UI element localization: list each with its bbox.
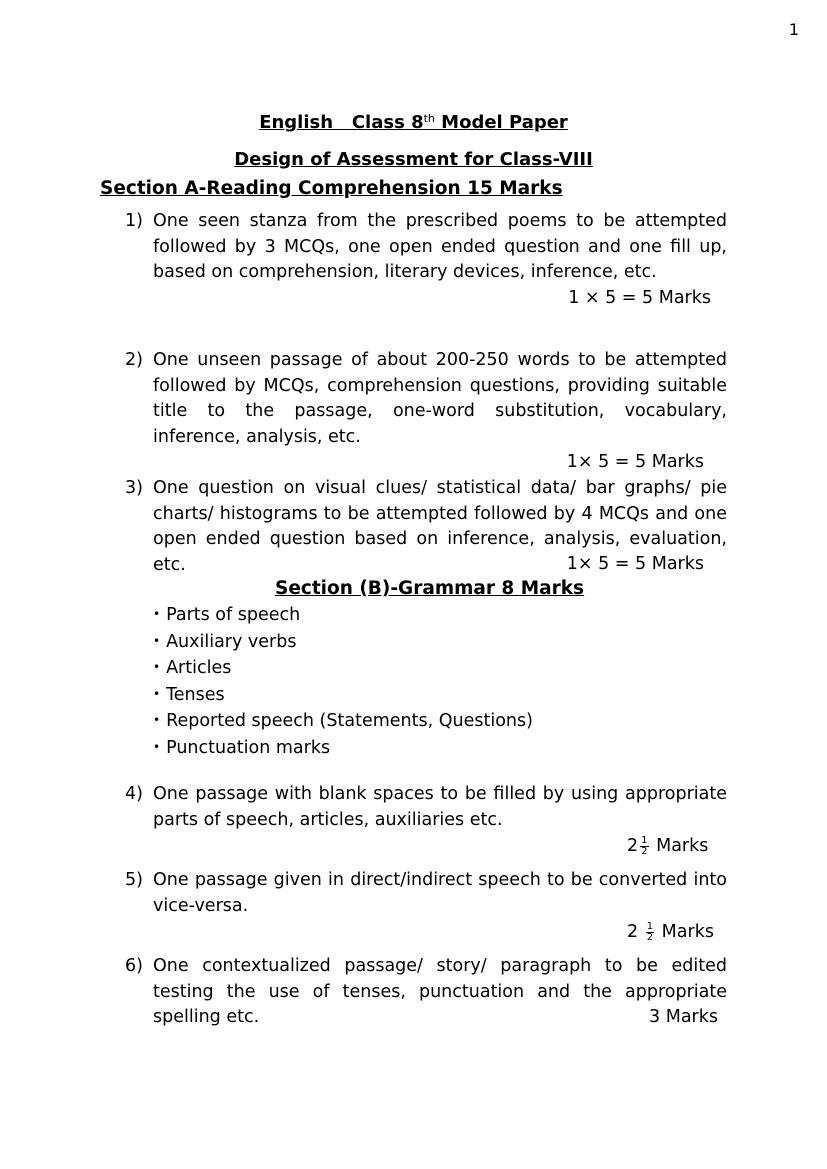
- list-item: • Reported speech (Statements, Questions): [153, 709, 533, 736]
- list-item: • Tenses: [153, 683, 533, 710]
- title-main: English Class 8: [259, 112, 424, 133]
- item-number-1: 1): [125, 211, 143, 231]
- item-5-body: One passage given in direct/indirect speech to be converted into vice-versa.: [153, 870, 727, 916]
- item-1-marks: 1 × 5 = 5 Marks: [568, 288, 711, 308]
- list-item: • Parts of speech: [153, 603, 533, 630]
- grammar-topic-list: [153, 603, 533, 762]
- item-text-4: [153, 782, 727, 833]
- item-2-body: One unseen passage of about 200-250 words to be attempted followed by MCQs, comprehension questions, providing suitable title to the passage, one-word substitution, vocabulary, inference, analysis, etc.: [153, 350, 727, 447]
- item-number-3: 3): [125, 478, 143, 498]
- item-4-body: One passage with blank spaces to be filled by using appropriate parts of speech, articles, auxiliaries etc.: [153, 784, 727, 830]
- page-number: 1: [788, 20, 799, 39]
- item-text-1: [153, 209, 727, 286]
- marks-label: Marks: [661, 922, 714, 942]
- item-1-body: One seen stanza from the prescribed poems to be attempted followed by 3 MCQs, one open ended question and one fill up, based on comprehension, literary devices, inference, etc.: [153, 211, 727, 282]
- item-text-5: [153, 868, 727, 919]
- item-4-marks: [627, 834, 708, 860]
- section-a-heading: Section A-Reading Comprehension 15 Marks: [100, 178, 563, 199]
- title-superscript: th: [423, 112, 435, 125]
- item-number-4: 4): [125, 784, 143, 804]
- item-number-6: 6): [125, 956, 143, 976]
- marks-label: Marks: [656, 836, 709, 856]
- item-6-marks: 3 Marks: [649, 1007, 718, 1027]
- fraction-numerator: 1: [641, 834, 648, 846]
- page-subtitle: Design of Assessment for Class-VIII: [234, 149, 593, 170]
- item-3-marks: 1× 5 = 5 Marks: [566, 554, 704, 574]
- item-6-body: One contextualized passage/ story/ paragraph to be edited testing the use of tenses, punctuation and the appropriate spelling etc.: [153, 956, 727, 1027]
- page-title: [0, 112, 827, 133]
- list-item: • Punctuation marks: [153, 736, 533, 763]
- item-number-2: 2): [125, 350, 143, 370]
- item-text-2: [153, 348, 727, 450]
- list-item: • Auxiliary verbs: [153, 630, 533, 657]
- fraction-denominator: 2: [641, 845, 648, 857]
- fraction: [640, 836, 648, 857]
- marks-whole: 2: [627, 922, 639, 942]
- marks-whole: 2: [627, 836, 639, 856]
- item-3-body: One question on visual clues/ statistical data/ bar graphs/ pie charts/ histograms to be attempted followed by 4 MCQs and one open ended question based on inference, analysis, evaluation, etc.: [153, 478, 727, 575]
- fraction: [646, 922, 654, 943]
- list-item: • Articles: [153, 656, 533, 683]
- section-b-heading: Section (B)-Grammar 8 Marks: [275, 578, 585, 599]
- fraction-numerator: 1: [646, 920, 654, 932]
- item-2-marks: 1× 5 = 5 Marks: [566, 452, 704, 472]
- item-5-marks: [627, 920, 714, 946]
- title-suffix: Model Paper: [434, 112, 568, 133]
- item-number-5: 5): [125, 870, 143, 890]
- fraction-denominator: 2: [646, 931, 654, 943]
